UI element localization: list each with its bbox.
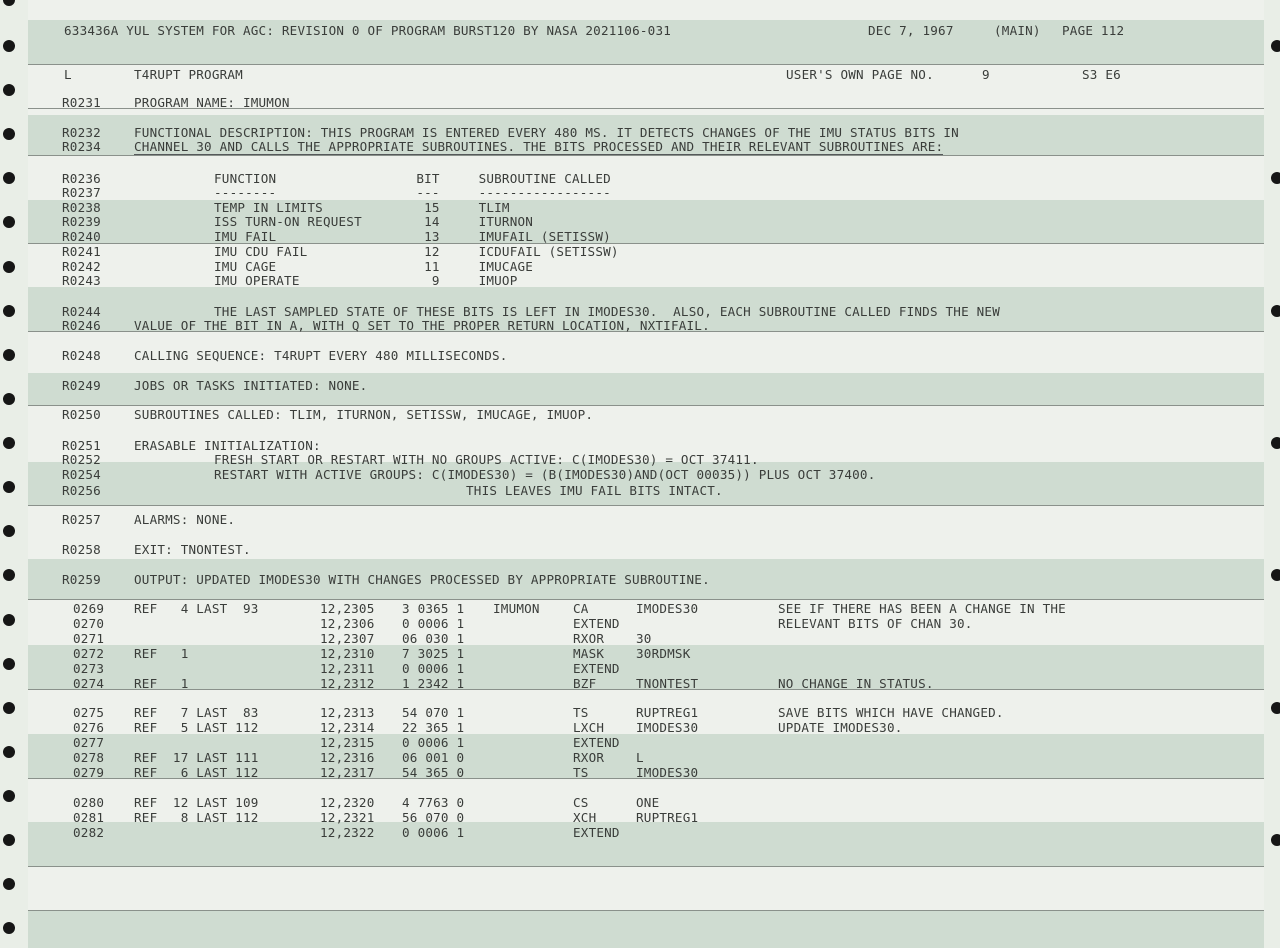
band-rule — [28, 505, 1264, 506]
code-comment: NO CHANGE IN STATUS. — [778, 676, 934, 691]
code-line-number: 0275 — [73, 705, 105, 720]
feed-hole — [3, 834, 15, 846]
feed-hole — [3, 658, 15, 670]
feed-hole — [3, 525, 15, 537]
code-octal: 0 0006 1 — [402, 616, 465, 631]
card-id: R0257 — [62, 512, 101, 527]
code-label: IMUMON — [493, 601, 540, 616]
card-id: R0236 — [62, 171, 101, 186]
code-opcode: EXTEND — [573, 825, 620, 840]
feed-hole — [3, 40, 15, 52]
jobs-initiated-line: JOBS OR TASKS INITIATED: NONE. — [134, 378, 368, 393]
calling-sequence-line: CALLING SEQUENCE: T4RUPT EVERY 480 MILLISECONDS. — [134, 348, 508, 363]
feed-hole — [1271, 702, 1280, 714]
card-id: R0252 — [62, 452, 101, 467]
code-opcode: XCH — [573, 810, 597, 825]
program-tag: (MAIN) — [994, 23, 1041, 38]
code-octal: 0 0006 1 — [402, 735, 465, 750]
code-octal: 1 2342 1 — [402, 676, 465, 691]
feed-hole — [1271, 834, 1280, 846]
code-address: 12,2311 — [320, 661, 375, 676]
code-ref: REF 5 LAST 112 — [134, 720, 259, 735]
code-opcode: EXTEND — [573, 661, 620, 676]
feed-hole — [3, 84, 15, 96]
card-id: R0256 — [62, 483, 101, 498]
feed-hole — [3, 437, 15, 449]
card-id: R0237 — [62, 185, 101, 200]
code-address: 12,2317 — [320, 765, 375, 780]
alarms-line: ALARMS: NONE. — [134, 512, 236, 527]
feed-hole — [3, 393, 15, 405]
exit-line: EXIT: TNONTEST. — [134, 542, 251, 557]
code-line-number: 0279 — [73, 765, 105, 780]
code-operand: ONE — [636, 795, 660, 810]
erasable-init-line: RESTART WITH ACTIVE GROUPS: C(IMODES30) = (B(IMODES30)AND(OCT 00035)) PLUS OCT 37400. — [214, 467, 876, 482]
code-octal: 56 070 0 — [402, 810, 465, 825]
feed-hole — [3, 702, 15, 714]
description-line: CHANNEL 30 AND CALLS THE APPROPRIATE SUBROUTINES. THE BITS PROCESSED AND THEIR RELEVANT SUBROUTINES ARE: — [134, 139, 944, 154]
code-operand: IMODES30 — [636, 765, 699, 780]
card-id: R0251 — [62, 438, 101, 453]
feed-hole — [1271, 569, 1280, 581]
code-opcode: CS — [573, 795, 589, 810]
code-opcode: BZF — [573, 676, 597, 691]
bit-table-divider: -------- --- ----------------- — [214, 185, 611, 200]
band-rule — [28, 866, 1264, 867]
code-operand: L — [636, 750, 644, 765]
code-octal: 7 3025 1 — [402, 646, 465, 661]
code-ref: REF 6 LAST 112 — [134, 765, 259, 780]
code-line-number: 0271 — [73, 631, 105, 646]
description-line: VALUE OF THE BIT IN A, WITH Q SET TO THE PROPER RETURN LOCATION, NXTIFAIL. — [134, 318, 710, 333]
code-line-number: 0278 — [73, 750, 105, 765]
listing-title: 633436A YUL SYSTEM FOR AGC: REVISION 0 OF PROGRAM BURST120 BY NASA 2021106-031 — [64, 23, 672, 38]
description-line: FUNCTIONAL DESCRIPTION: THIS PROGRAM IS ENTERED EVERY 480 MS. IT DETECTS CHANGES OF THE IMU STATUS BITS IN — [134, 125, 959, 140]
code-octal: 06 001 0 — [402, 750, 465, 765]
code-comment: RELEVANT BITS OF CHAN 30. — [778, 616, 973, 631]
code-octal: 0 0006 1 — [402, 825, 465, 840]
code-octal: 54 365 0 — [402, 765, 465, 780]
code-address: 12,2306 — [320, 616, 375, 631]
code-ref: REF 1 — [134, 646, 189, 661]
band-rule — [28, 599, 1264, 600]
card-id: R0243 — [62, 273, 101, 288]
band-rule — [28, 405, 1264, 406]
code-operand: IMODES30 — [636, 601, 699, 616]
feed-hole — [3, 216, 15, 228]
feed-hole — [3, 481, 15, 493]
code-line-number: 0277 — [73, 735, 105, 750]
code-line-number: 0282 — [73, 825, 105, 840]
code-address: 12,2314 — [320, 720, 375, 735]
feed-hole — [3, 0, 15, 6]
page-number: PAGE 112 — [1062, 23, 1125, 38]
bit-table-row: IMU CAGE 11 IMUCAGE — [214, 259, 534, 274]
code-line-number: 0280 — [73, 795, 105, 810]
feed-hole — [3, 878, 15, 890]
code-operand: RUPTREG1 — [636, 705, 699, 720]
feed-hole — [1271, 40, 1280, 52]
code-line-number: 0269 — [73, 601, 105, 616]
card-id: R0254 — [62, 467, 101, 482]
code-octal: 06 030 1 — [402, 631, 465, 646]
band-rule — [28, 910, 1264, 911]
code-octal: 0 0006 1 — [402, 661, 465, 676]
card-id: R0234 — [62, 139, 101, 154]
erasable-init-line: FRESH START OR RESTART WITH NO GROUPS ACTIVE: C(IMODES30) = OCT 37411. — [214, 452, 759, 467]
green-bar — [28, 910, 1264, 948]
code-opcode: EXTEND — [573, 616, 620, 631]
code-line-number: 0274 — [73, 676, 105, 691]
code-address: 12,2312 — [320, 676, 375, 691]
code-ref: REF 7 LAST 83 — [134, 705, 259, 720]
listing-date: DEC 7, 1967 — [868, 23, 954, 38]
card-id: R0259 — [62, 572, 101, 587]
feed-hole — [1271, 172, 1280, 184]
feed-hole — [3, 349, 15, 361]
code-opcode: LXCH — [573, 720, 605, 735]
code-octal: 54 070 1 — [402, 705, 465, 720]
log-code: L — [64, 67, 72, 82]
bit-table-row: TEMP IN LIMITS 15 TLIM — [214, 200, 510, 215]
code-opcode: MASK — [573, 646, 605, 661]
users-page-label: USER'S OWN PAGE NO. — [786, 67, 934, 82]
card-id: R0249 — [62, 378, 101, 393]
code-opcode: CA — [573, 601, 589, 616]
code-address: 12,2313 — [320, 705, 375, 720]
code-ref: REF 12 LAST 109 — [134, 795, 259, 810]
feed-hole — [3, 746, 15, 758]
code-operand: 30 — [636, 631, 652, 646]
card-id: R0246 — [62, 318, 101, 333]
code-address: 12,2315 — [320, 735, 375, 750]
users-page-number: 9 — [982, 67, 990, 82]
card-id: R0250 — [62, 407, 101, 422]
feed-hole — [3, 922, 15, 934]
code-comment: SAVE BITS WHICH HAVE CHANGED. — [778, 705, 1004, 720]
card-id: R0231 — [62, 95, 101, 110]
code-opcode: RXOR — [573, 750, 605, 765]
card-id: R0239 — [62, 214, 101, 229]
bit-table-row: IMU CDU FAIL 12 ICDUFAIL (SETISSW) — [214, 244, 619, 259]
code-comment: SEE IF THERE HAS BEEN A CHANGE IN THE — [778, 601, 1066, 616]
bit-table-row: ISS TURN-ON REQUEST 14 ITURNON — [214, 214, 534, 229]
program-name-line: PROGRAM NAME: IMUMON — [134, 95, 290, 110]
card-id: R0242 — [62, 259, 101, 274]
feed-hole — [1271, 437, 1280, 449]
code-address: 12,2310 — [320, 646, 375, 661]
code-operand: TNONTEST — [636, 676, 699, 691]
feed-hole — [3, 172, 15, 184]
bit-table-row: IMU OPERATE 9 IMUOP — [214, 273, 518, 288]
code-opcode: EXTEND — [573, 735, 620, 750]
feed-hole — [3, 261, 15, 273]
code-opcode: RXOR — [573, 631, 605, 646]
section-refs: S3 E6 — [1082, 67, 1121, 82]
feed-hole — [3, 790, 15, 802]
band-rule — [28, 64, 1264, 65]
section-title: T4RUPT PROGRAM — [134, 67, 243, 82]
code-line-number: 0272 — [73, 646, 105, 661]
code-octal: 3 0365 1 — [402, 601, 465, 616]
card-id: R0240 — [62, 229, 101, 244]
card-id: R0244 — [62, 304, 101, 319]
code-operand: RUPTREG1 — [636, 810, 699, 825]
green-bar — [28, 822, 1264, 866]
code-ref: REF 4 LAST 93 — [134, 601, 259, 616]
code-address: 12,2321 — [320, 810, 375, 825]
code-address: 12,2305 — [320, 601, 375, 616]
code-address: 12,2320 — [320, 795, 375, 810]
output-line: OUTPUT: UPDATED IMODES30 WITH CHANGES PROCESSED BY APPROPRIATE SUBROUTINE. — [134, 572, 710, 587]
code-octal: 22 365 1 — [402, 720, 465, 735]
code-opcode: TS — [573, 705, 589, 720]
code-ref: REF 8 LAST 112 — [134, 810, 259, 825]
code-ref: REF 17 LAST 111 — [134, 750, 259, 765]
feed-hole — [1271, 305, 1280, 317]
card-id: R0248 — [62, 348, 101, 363]
feed-hole — [3, 305, 15, 317]
subroutines-called-line: SUBROUTINES CALLED: TLIM, ITURNON, SETISSW, IMUCAGE, IMUOP. — [134, 407, 594, 422]
feed-hole — [3, 614, 15, 626]
code-opcode: TS — [573, 765, 589, 780]
code-operand: IMODES30 — [636, 720, 699, 735]
code-address: 12,2316 — [320, 750, 375, 765]
bit-table-header: FUNCTION BIT SUBROUTINE CALLED — [214, 171, 611, 186]
code-comment: UPDATE IMODES30. — [778, 720, 903, 735]
feed-hole — [3, 128, 15, 140]
code-address: 12,2322 — [320, 825, 375, 840]
erasable-init-line: ERASABLE INITIALIZATION: — [134, 438, 321, 453]
card-id: R0238 — [62, 200, 101, 215]
code-line-number: 0281 — [73, 810, 105, 825]
card-id: R0258 — [62, 542, 101, 557]
card-id: R0241 — [62, 244, 101, 259]
code-line-number: 0276 — [73, 720, 105, 735]
code-ref: REF 1 — [134, 676, 189, 691]
code-address: 12,2307 — [320, 631, 375, 646]
card-id: R0232 — [62, 125, 101, 140]
band-rule — [28, 155, 1264, 156]
description-line: THE LAST SAMPLED STATE OF THESE BITS IS LEFT IN IMODES30. ALSO, EACH SUBROUTINE CALLED FINDS THE NEW — [214, 304, 1000, 319]
code-octal: 4 7763 0 — [402, 795, 465, 810]
code-line-number: 0273 — [73, 661, 105, 676]
bit-table-row: IMU FAIL 13 IMUFAIL (SETISSW) — [214, 229, 611, 244]
feed-hole — [3, 569, 15, 581]
code-line-number: 0270 — [73, 616, 105, 631]
code-operand: 30RDMSK — [636, 646, 691, 661]
erasable-init-line: THIS LEAVES IMU FAIL BITS INTACT. — [466, 483, 723, 498]
